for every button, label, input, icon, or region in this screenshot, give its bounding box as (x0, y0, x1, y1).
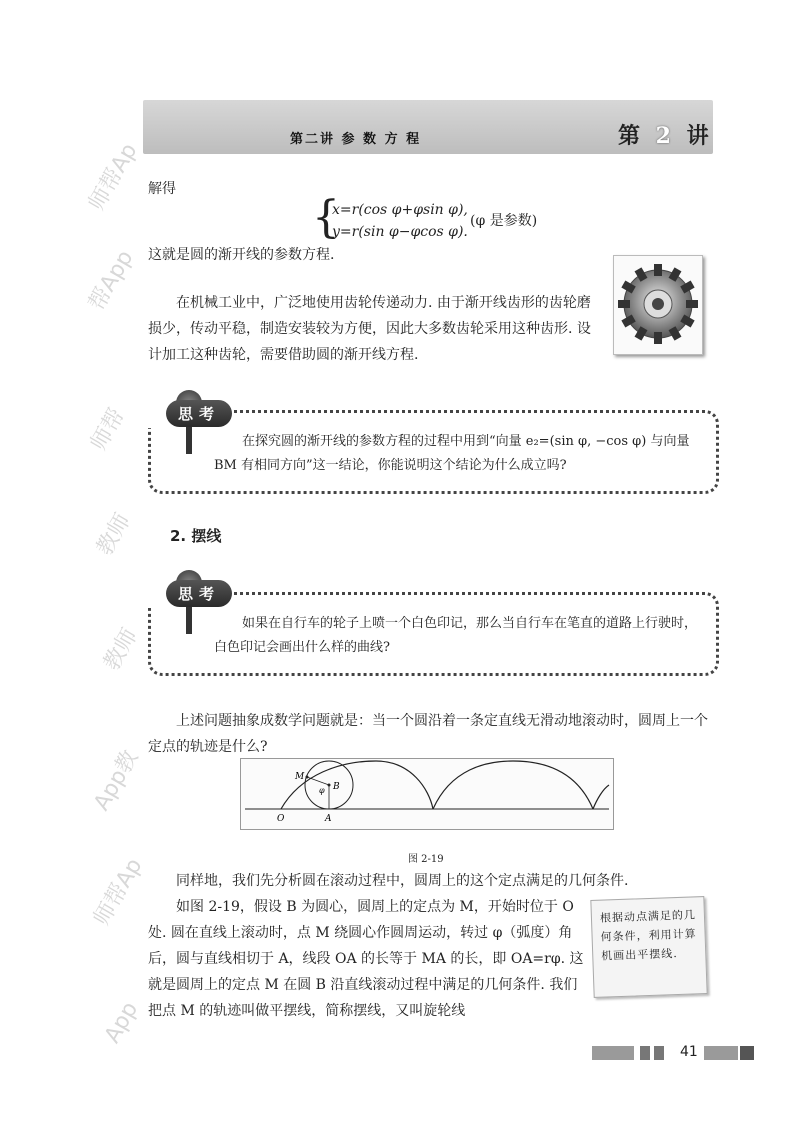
section-title: 2. 摆线 (170, 527, 222, 545)
radius-bm (307, 777, 329, 785)
footer-bar (640, 1046, 650, 1060)
think-badge-1: 思考 (166, 400, 232, 427)
chapter-title: 第二讲 参 数 方 程 (290, 132, 422, 147)
figure-caption: 图 2-19 (408, 854, 444, 865)
label-m: M (295, 772, 305, 782)
think-badge-2: 思考 (166, 580, 232, 607)
center-b-point (328, 784, 331, 787)
cycloid-figure (240, 758, 614, 830)
think-text-1: 在探究圆的渐开线的参数方程的过程中用到“向量 e₂=(sin φ, −cos φ) 与向量 BM 有相同方向”这一结论，你能说明这个结论为什么成立吗? (214, 434, 690, 473)
footer-bar (704, 1046, 738, 1060)
label-o: O (277, 814, 285, 824)
formula-line-1: x=r(cos φ+φsin φ), (332, 202, 468, 218)
label-a: A (325, 814, 332, 824)
side-note-text: 根据动点满足的几何条件，利用计算机画出平摆线. (599, 908, 697, 963)
chapter-big-label: 第 2 讲 (618, 123, 713, 149)
think-text-2: 如果在自行车的轮子上喷一个白色印记，那么当自行车在笔直的道路上行驶时，白色印记会画出什么样的曲线? (214, 616, 698, 655)
formula-brace: { (312, 192, 340, 243)
page-number: 41 (680, 1044, 698, 1060)
cycloid-arch-3 (593, 785, 609, 809)
label-phi: φ (319, 786, 325, 795)
watermark: 教师 (99, 624, 143, 675)
watermark: 教师 (92, 509, 136, 560)
analysis-line: 同样地，我们先分析圆在滚动过程中，圆周上的这个定点满足的几何条件. (176, 873, 629, 889)
formula-line-2: y=r(sin φ−φcos φ). (332, 224, 468, 240)
label-b: B (333, 782, 340, 792)
watermark: 师帮Ap (84, 139, 143, 215)
gear-image (613, 255, 703, 355)
cycloid-arch-1 (281, 761, 433, 809)
watermark: App教 (89, 746, 144, 815)
cycloid-arch-2 (433, 761, 593, 809)
side-note (590, 896, 707, 998)
footer-bar (740, 1046, 754, 1060)
watermark: 师帮Ap (89, 854, 148, 930)
watermark: 帮App (84, 246, 139, 315)
watermark: 师帮 (86, 404, 130, 455)
problem-text: 上述问题抽象成数学问题就是：当一个圆沿着一条定直线无滑动地滚动时，圆周上一个定点的轨迹是什么? (148, 713, 708, 755)
paragraph-gears: 在机械工业中，广泛地使用齿轮传递动力. 由于渐开线齿形的齿轮磨损少，传动平稳，制造安装较为方便，因此大多数齿轮采用这种齿形. 设计加工这种齿轮，需要借助圆的渐开线方程. (148, 295, 591, 363)
footer-bar (592, 1046, 634, 1060)
formula-param: (φ 是参数) (470, 213, 538, 229)
solve-label: 解得 (148, 181, 176, 197)
point-m (306, 776, 309, 779)
analysis-paragraph: 如图 2-19，假设 B 为圆心，圆周上的定点为 M，开始时位于 O 处. 圆在直线上滚动时，点 M 绕圆心作圆周运动，转过 φ（弧度）角后，圆与直线相切于 A，线段 OA 的长等于 MA 的长，即 OA=rφ. 这就是圆周上的定点 M 在圆 B 沿直线滚动过程中满足的几何条件. 我们把点 M 的轨迹叫做平摆线，简称摆线，又叫旋轮线 (148, 899, 584, 1019)
watermark: App (100, 997, 144, 1048)
conclusion-text: 这就是圆的渐开线的参数方程. (148, 247, 335, 263)
footer-bar (654, 1046, 664, 1060)
